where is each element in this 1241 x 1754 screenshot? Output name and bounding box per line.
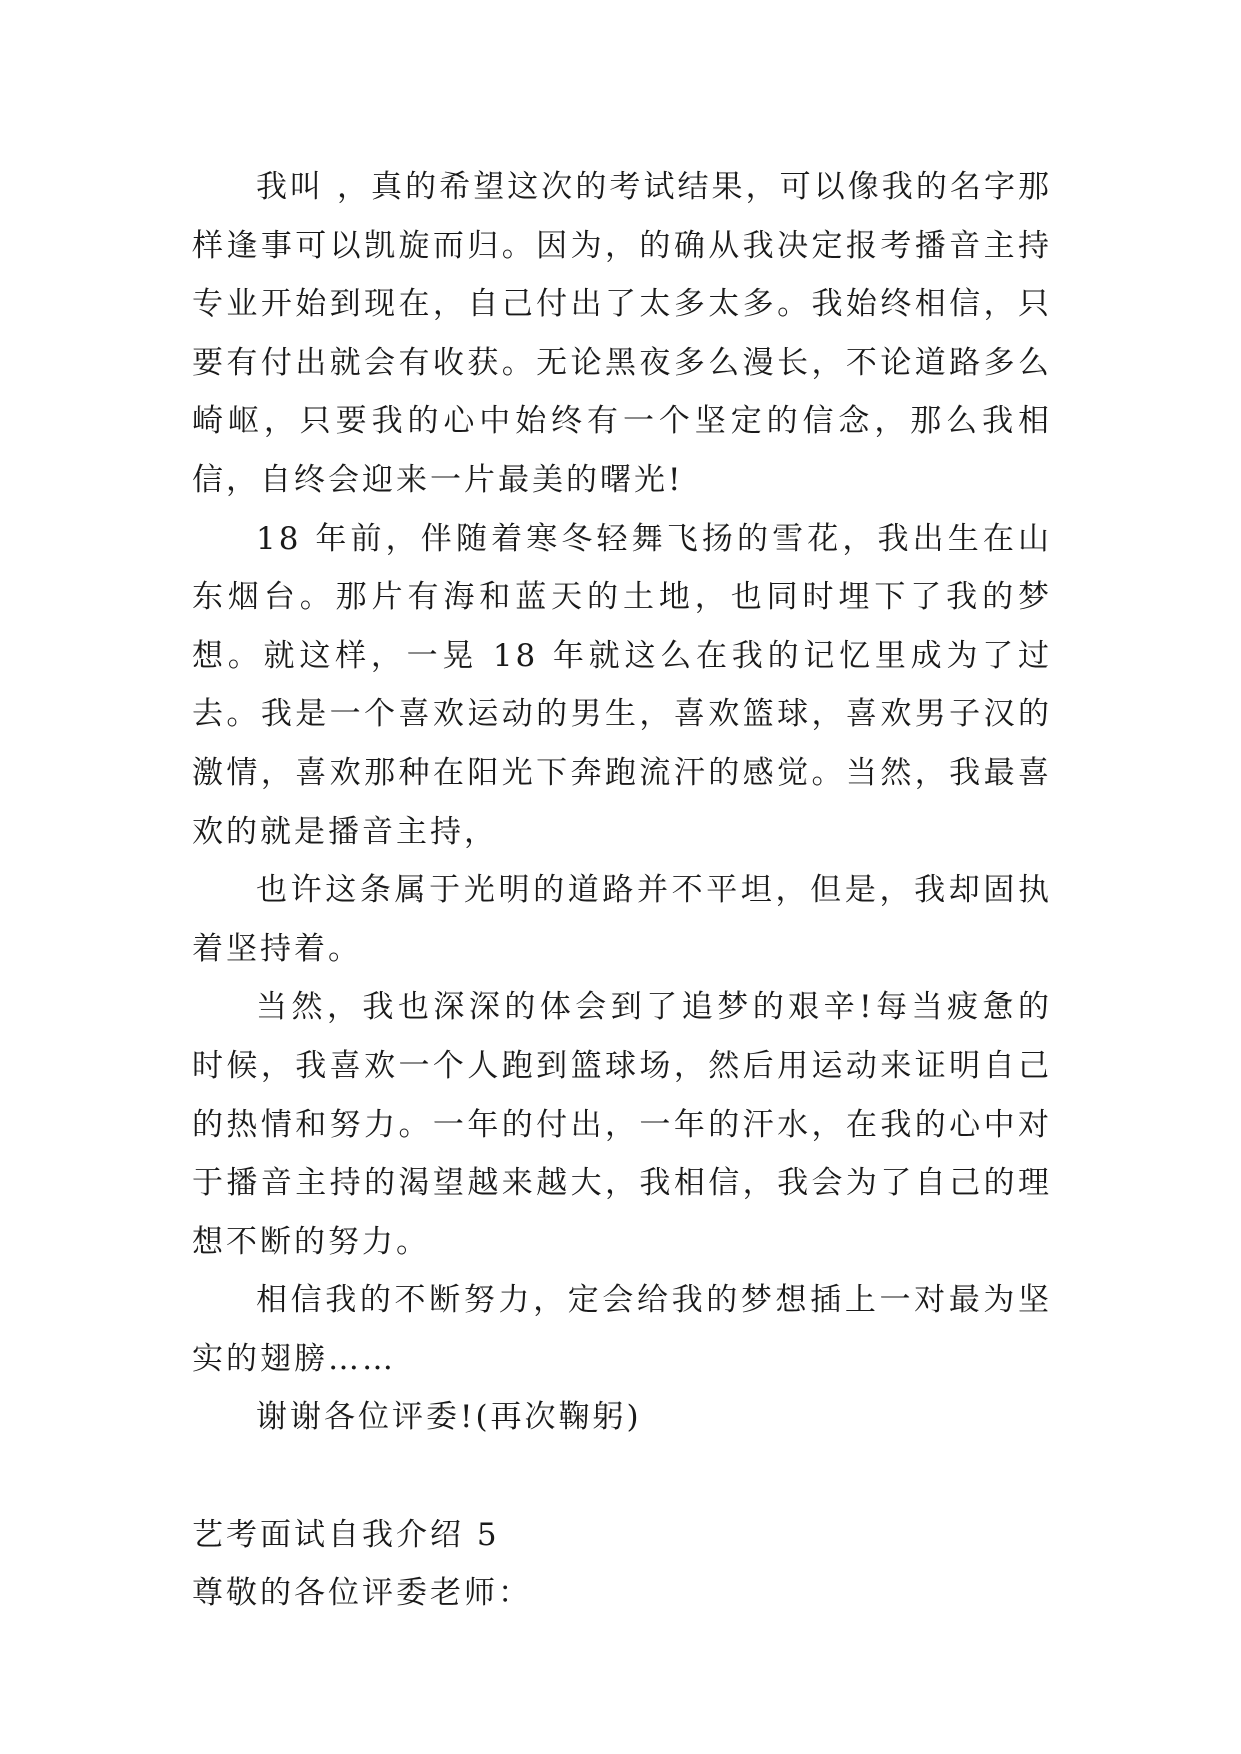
- document-body: [192, 158, 1052, 1623]
- blank-line: [192, 1447, 1052, 1506]
- paragraph-intro: 我叫 ，真的希望这次的考试结果，可以像我的名字那样逢事可以凯旋而归。因为，的确从我决定报考播音主持专业开始到现在，自己付出了太多太多。我始终相信，只要有付出就会有收获。无论黑夜多么漫长，不论道路多么崎岖，只要我的心中始终有一个坚定的信念，那么我相信，自终会迎来一片最美的曙光!: [192, 169, 1052, 498]
- paragraph-thanks: 谢谢各位评委!(再次鞠躬): [256, 1399, 642, 1436]
- paragraph-wings: 相信我的不断努力，定会给我的梦想插上一对最为坚实的翅膀……: [192, 1282, 1052, 1377]
- paragraph-hardship: 当然，我也深深的体会到了追梦的艰辛!每当疲惫的时候，我喜欢一个人跑到篮球场，然后用运动来证明自己的热情和努力。一年的付出，一年的汗水，在我的心中对于播音主持的渴望越来越大，我相信，我会为了自己的理想不断的努力。: [192, 989, 1052, 1260]
- section-title: 艺考面试自我介绍 5: [192, 1516, 500, 1553]
- paragraph-path: 也许这条属于光明的道路并不平坦，但是，我却固执着坚持着。: [192, 872, 1052, 967]
- salutation: 尊敬的各位评委老师：: [192, 1575, 532, 1612]
- paragraph-background: 18 年前，伴随着寒冬轻舞飞扬的雪花，我出生在山东烟台。那片有海和蓝天的土地，也同时埋下了我的梦想。就这样，一晃 18 年就这么在我的记忆里成为了过去。我是一个喜欢运动的男生，喜欢篮球，喜欢男子汉的激情，喜欢那种在阳光下奔跑流汗的感觉。当然，我最喜欢的就是播音主持，: [192, 520, 1052, 850]
